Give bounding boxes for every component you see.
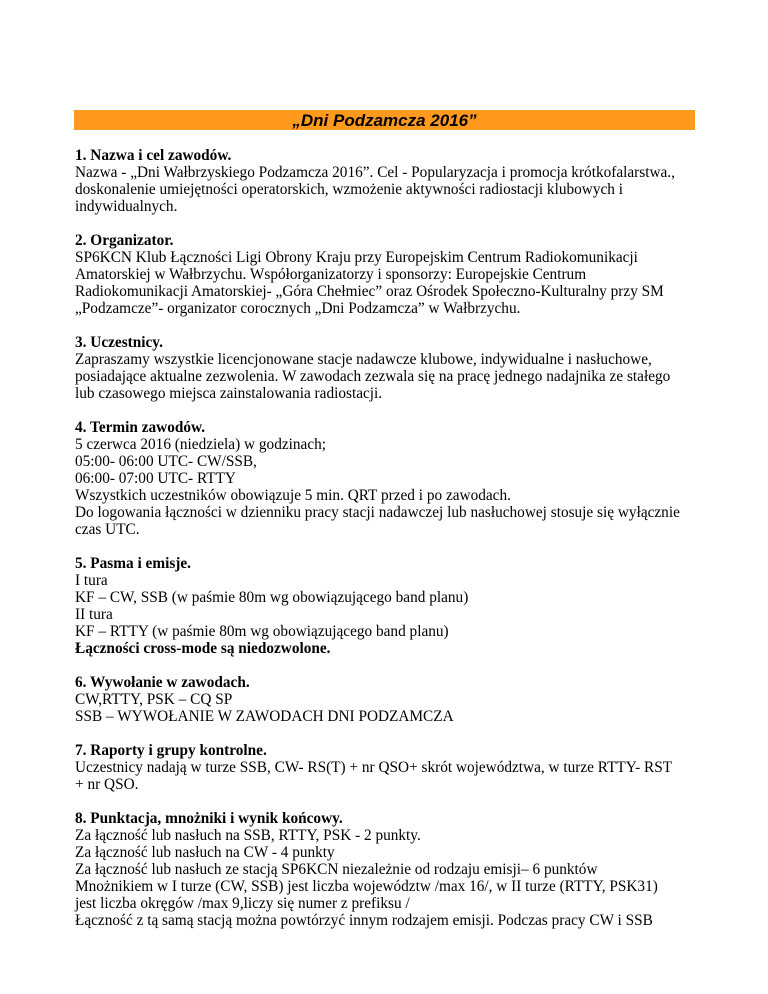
section-line: „Podzamcze”- organizator corocznych „Dni Podzamcza” w Wałbrzychu. — [75, 300, 521, 317]
document-body — [75, 147, 715, 946]
section-line: + nr QSO. — [75, 776, 139, 793]
section-heading: 1. Nazwa i cel zawodów. — [75, 147, 232, 164]
section-line: KF – RTTY (w paśmie 80m wg obowiązującego band planu) — [75, 623, 449, 640]
section-line: KF – CW, SSB (w paśmie 80m wg obowiązującego band planu) — [75, 589, 469, 606]
cross-mode-notice: Łączności cross-mode są niedozwolone. — [75, 640, 331, 657]
section-heading: 3. Uczestnicy. — [75, 334, 163, 351]
section-heading: 5. Pasma i emisje. — [75, 555, 191, 572]
section-heading: 7. Raporty i grupy kontrolne. — [75, 742, 267, 759]
section-heading: 8. Punktacja, mnożniki i wynik końcowy. — [75, 810, 343, 827]
section-scoring — [75, 810, 715, 929]
section-line: lub czasowego miejsca zainstalowania radiostacji. — [75, 385, 383, 402]
section-calling — [75, 674, 715, 725]
section-line: I tura — [75, 572, 108, 589]
section-line: Do logowania łączności w dzienniku pracy stacji nadawczej lub nasłuchowej stosuje się wyłącznie — [75, 504, 680, 521]
section-line: Za łączność lub nasłuch na CW - 4 punkty — [75, 844, 335, 861]
section-line: Łączność z tą samą stacją można powtórzyć innym rodzajem emisji. Podczas pracy CW i SSB — [75, 912, 653, 929]
section-organizer — [75, 232, 715, 317]
section-heading: 2. Organizator. — [75, 232, 174, 249]
section-line: Mnożnikiem w I turze (CW, SSB) jest liczba województw /max 16/, w II turze (RTTY, PSK31) — [75, 878, 658, 895]
section-line: SP6KCN Klub Łączności Ligi Obrony Kraju przy Europejskim Centrum Radiokomunikacji — [75, 249, 638, 266]
section-line: Zapraszamy wszystkie licencjonowane stacje nadawcze klubowe, indywidualne i nasłuchowe, — [75, 351, 652, 368]
section-line: Amatorskiej w Wałbrzychu. Współorganizatorzy i sponsorzy: Europejskie Centrum — [75, 266, 587, 283]
section-name-and-purpose — [75, 147, 715, 215]
section-line: doskonalenie umiejętności operatorskich, wzmożenie aktywności radiostacji klubowych i — [75, 181, 623, 198]
section-line: jest liczba okręgów /max 9,liczy się numer z prefiksu / — [75, 895, 410, 912]
section-line: Wszystkich uczestników obowiązuje 5 min. QRT przed i po zawodach. — [75, 487, 511, 504]
section-line: Za łączność lub nasłuch ze stacją SP6KCN niezależnie od rodzaju emisji– 6 punktów — [75, 861, 598, 878]
section-reports — [75, 742, 715, 793]
section-line: indywidualnych. — [75, 198, 178, 215]
section-line: Za łączność lub nasłuch na SSB, RTTY, PSK - 2 punkty. — [75, 827, 421, 844]
section-line: czas UTC. — [75, 521, 140, 538]
section-line: Radiokomunikacji Amatorskiej- „Góra Chełmiec” oraz Ośrodek Społeczno-Kulturalny przy SM — [75, 283, 664, 300]
section-heading: 6. Wywołanie w zawodach. — [75, 674, 250, 691]
section-participants — [75, 334, 715, 402]
title-banner — [74, 110, 695, 130]
section-line: SSB – WYWOŁANIE W ZAWODACH DNI PODZAMCZA — [75, 708, 454, 725]
section-contest-date — [75, 419, 715, 538]
section-line: 5 czerwca 2016 (niedziela) w godzinach; — [75, 436, 327, 453]
document-title: „Dni Podzamcza 2016” — [292, 111, 477, 130]
section-bands-and-modes — [75, 555, 715, 657]
section-heading: 4. Termin zawodów. — [75, 419, 206, 436]
section-line: Uczestnicy nadają w turze SSB, CW- RS(T) + nr QSO+ skrót województwa, w turze RTTY- RST — [75, 759, 673, 776]
section-line: 06:00- 07:00 UTC- RTTY — [75, 470, 236, 487]
section-line: posiadające aktualne zezwolenia. W zawodach zezwala się na pracę jednego nadajnika ze stałego — [75, 368, 671, 385]
section-line: II tura — [75, 606, 113, 623]
section-line: 05:00- 06:00 UTC- CW/SSB, — [75, 453, 257, 470]
section-line: Nazwa - „Dni Wałbrzyskiego Podzamcza 2016”. Cel - Popularyzacja i promocja krótkofalarstwa., — [75, 164, 675, 181]
section-line: CW,RTTY, PSK – CQ SP — [75, 691, 233, 708]
